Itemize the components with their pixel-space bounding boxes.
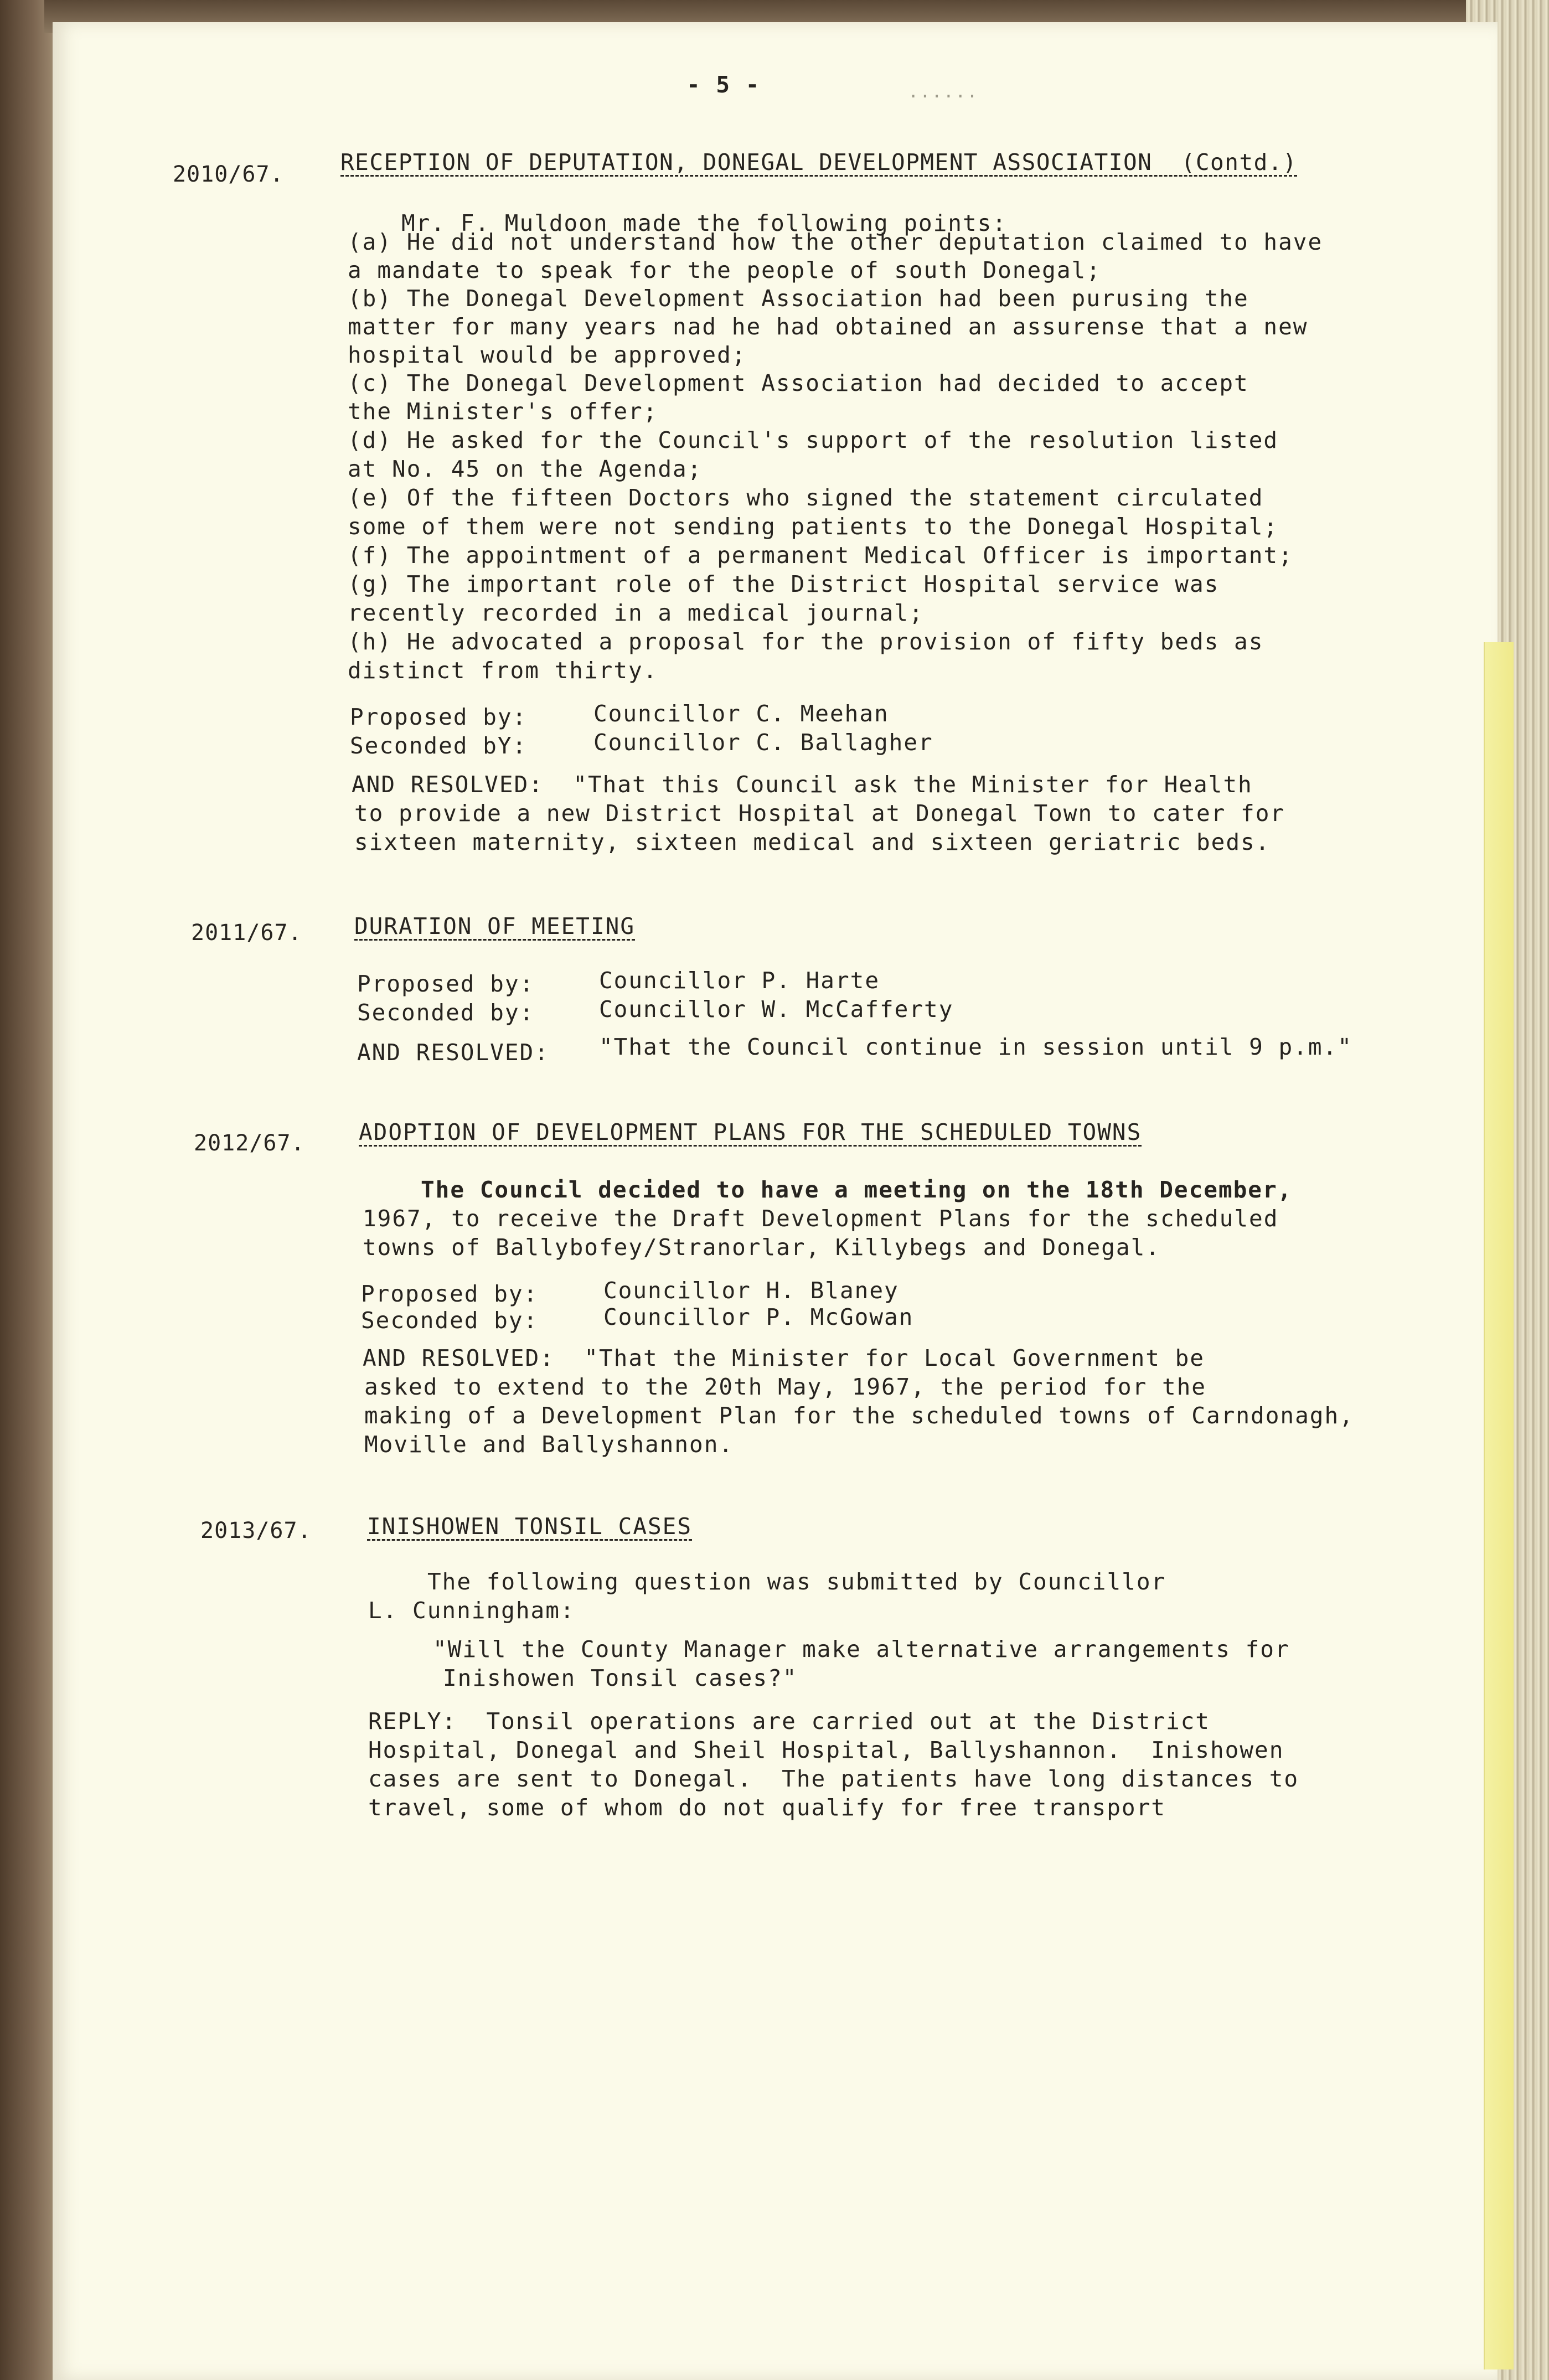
seconded-value-2012: Councillor P. McGowan: [603, 1304, 914, 1330]
intro-line-2013: The following question was submitted by Councillor: [427, 1568, 1166, 1595]
seconded-value-2011: Councillor W. McCafferty: [599, 996, 954, 1023]
minute-heading-2011: DURATION OF MEETING: [354, 913, 635, 939]
minute-number-2013: 2013/67.: [200, 1518, 312, 1543]
minute-heading-2010: RECEPTION OF DEPUTATION, DONEGAL DEVELOPMENT ASSOCIATION (Contd.): [340, 149, 1298, 175]
point-line: (h) He advocated a proposal for the provision of fifty beds as: [348, 628, 1264, 655]
question-line-2013: "Will the County Manager make alternative arrangements for: [433, 1636, 1290, 1663]
point-line: at No. 45 on the Agenda;: [348, 456, 703, 482]
point-line: the Minister's offer;: [348, 398, 658, 425]
resolution-line: making of a Development Plan for the scheduled towns of Carndonagh,: [364, 1402, 1354, 1429]
proposed-label-2012: Proposed by:: [361, 1281, 539, 1307]
reply-line-2013: Hospital, Donegal and Sheil Hospital, Ballyshannon. Inishowen: [368, 1737, 1284, 1763]
minute-number-2011: 2011/67.: [191, 920, 302, 946]
reply-line-2013: REPLY: Tonsil operations are carried out at the District: [368, 1708, 1210, 1734]
point-line: distinct from thirty.: [348, 657, 658, 684]
yellow-page-tab: [1484, 642, 1514, 2369]
seconded-label-2011: Seconded by:: [357, 999, 535, 1026]
point-line: (e) Of the fifteen Doctors who signed the statement circulated: [348, 484, 1264, 511]
resolution-line: sixteen maternity, sixteen medical and sixteen geriatric beds.: [354, 829, 1271, 855]
resolution-line: to provide a new District Hospital at Donegal Town to cater for: [354, 800, 1285, 827]
resolution-line: asked to extend to the 20th May, 1967, the period for the: [364, 1374, 1206, 1400]
body-line-2012: 1967, to receive the Draft Development Plans for the scheduled: [363, 1205, 1279, 1232]
book-binding: [0, 0, 61, 2380]
resolved-value-2011: "That the Council continue in session until 9 p.m.": [599, 1034, 1352, 1060]
intro-line-2013: L. Cunningham:: [368, 1597, 575, 1624]
proposed-label-2011: Proposed by:: [357, 970, 535, 997]
point-line: hospital would be approved;: [348, 342, 747, 368]
proposed-value-2011: Councillor P. Harte: [599, 967, 880, 994]
minute-number-2010: 2010/67.: [173, 162, 284, 187]
reply-line-2013: cases are sent to Donegal. The patients have long distances to: [368, 1765, 1299, 1792]
point-line: matter for many years nad he had obtained an assurense that a new: [348, 313, 1308, 340]
point-line: a mandate to speak for the people of south Donegal;: [348, 257, 1101, 283]
minute-intro-2010: Mr. F. Muldoon made the following points:: [401, 210, 1008, 236]
point-line: (f) The appointment of a permanent Medical Officer is important;: [348, 542, 1293, 569]
point-line: (a) He did not understand how the other deputation claimed to have: [348, 229, 1323, 255]
header-note: ......: [908, 81, 979, 102]
point-line: recently recorded in a medical journal;: [348, 600, 924, 626]
reply-line-2013: travel, some of whom do not qualify for free transport: [368, 1794, 1166, 1821]
seconded-label-2010: Seconded bY:: [350, 732, 528, 759]
seconded-label-2012: Seconded by:: [361, 1307, 539, 1334]
point-line: (b) The Donegal Development Association had been purusing the: [348, 285, 1249, 312]
minute-heading-2013: INISHOWEN TONSIL CASES: [367, 1513, 693, 1540]
body-line-2012: towns of Ballybofey/Stranorlar, Killybegs and Donegal.: [363, 1234, 1160, 1261]
proposed-value-2010: Councillor C. Meehan: [593, 700, 889, 727]
question-line-2013: Inishowen Tonsil cases?": [443, 1665, 798, 1691]
point-line: some of them were not sending patients to the Donegal Hospital;: [348, 513, 1279, 540]
page-number: - 5 -: [686, 71, 761, 98]
resolved-label-2011: AND RESOLVED:: [357, 1039, 549, 1066]
resolution-line: AND RESOLVED: "That this Council ask the Minister for Health: [352, 771, 1253, 798]
minute-number-2012: 2012/67.: [194, 1130, 305, 1156]
resolution-line: AND RESOLVED: "That the Minister for Local Government be: [363, 1345, 1205, 1371]
proposed-value-2012: Councillor H. Blaney: [603, 1277, 899, 1304]
seconded-value-2010: Councillor C. Ballagher: [593, 729, 933, 756]
point-line: (c) The Donegal Development Association had decided to accept: [348, 370, 1249, 396]
resolution-line: Moville and Ballyshannon.: [364, 1431, 734, 1458]
point-line: (g) The important role of the District Hospital service was: [348, 571, 1220, 597]
minute-heading-2012: ADOPTION OF DEVELOPMENT PLANS FOR THE SCHEDULED TOWNS: [359, 1119, 1142, 1145]
body-line-2012: The Council decided to have a meeting on the 18th December,: [421, 1176, 1293, 1203]
point-line: (d) He asked for the Council's support of the resolution listed: [348, 427, 1279, 453]
proposed-label-2010: Proposed by:: [350, 704, 528, 730]
